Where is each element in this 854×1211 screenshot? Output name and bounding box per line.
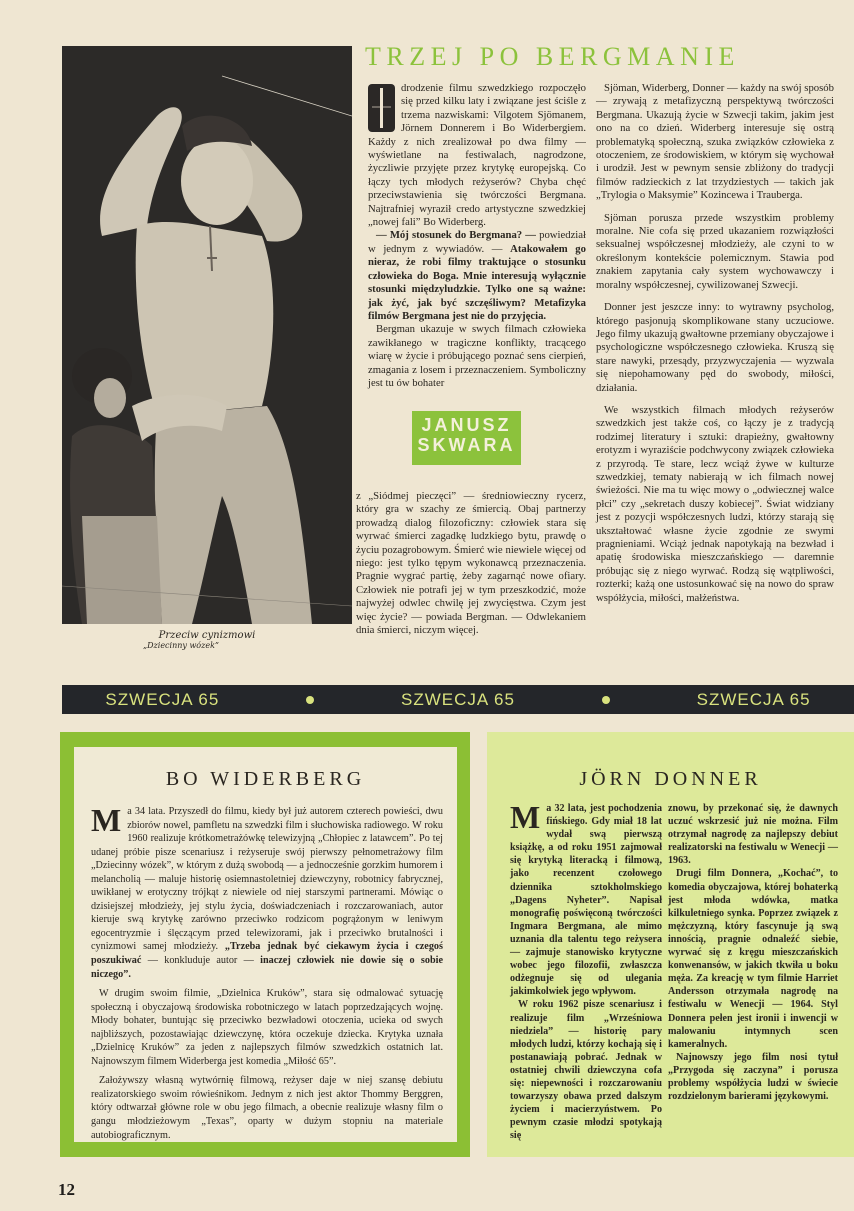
author-first-name: JANUSZ (421, 415, 512, 435)
quote-attribution: powiedział w jednym z wywiadów. — (368, 229, 586, 255)
dropcap-o (368, 84, 395, 132)
article-column-1 (368, 82, 586, 390)
article-column-1-continued (356, 490, 586, 637)
article-seventh-seal-paragraph: z „Siódmej pieczęci” — średniowieczny rycerz, który gra w szachy ze śmiercią. Obaj partnerzy prowadzą dialog filozoficzny: człowiek stara się wyrwać śmierci zagadkę ludzkiego bytu, prawdę o życiu pozagrobowym. Śmierć wie niewiele więcej od niego: jest tylko tępym wykonawcą przeznaczenia. Pragnie wygrać partię, żeby zagarnąć nowe ofiary. Człowiek nie potrafi jej w tym przeszkodzić, może najwyżej odwlec chwilę jej zwycięstwa. Czym jest więc życie? — powiada Bergman. — Odwlekaniem dnia śmierci, niczym więcej. (356, 490, 586, 637)
article-col2-paragraph-2: Sjöman porusza przede wszystkim problemy moralne. Nie cofa się przed ukazaniem rozwiązłości seksualnej współczesnej młodzieży, ale czyni to w określonym kontekście polemicznym. Stawia pod znakiem zapytania cały system wychowawczy i moralny współczesnej, cywilizowanej Szwecji. (596, 211, 834, 291)
bullet-dot-icon (602, 696, 610, 704)
widerberg-paragraph-3: Założywszy własną wytwórnię filmową, reżyser daje w niej szansę debiutu realizatorskiego swoim rówieśnikom. Jednym z nich jest aktor Thommy Berggren, który odtwarzał główne role w obu jego filmach, a obecnie realizuje własny film o gangu młodzieżowym „Texas”, oparty w dużym stopniu na materiale autobiograficznym. (91, 1075, 443, 1141)
photo-figures-illustration (62, 46, 352, 624)
author-last-name: SKWARA (417, 435, 516, 455)
article-col2-paragraph-4: We wszystkich filmach młodych reżyserów szwedzkich jest także coś, co łączy je z tradycją rodzimej literatury i sztuki: drapieżny, gwałtowny erotyzm i wyraziście podchwycony związek człowieka z przyrodą. Te stare, lecz wciąż żywe w kulturze szwedzkiej, tematy nabierają w ich filmach nowej świeżości. Nie ma tu więc mowy o „odwiecznej walce płci” czy „sekretach duszy kobiecej”. Świat widziany jest z pozycji współczesnych ludzi, którzy starają się ukształtować własne życie zgodnie ze swymi pragnieniami. Wciąż jednak napotykają na bezwład i apatię środowiska mieszczańskiego — daremnie próbując się z niego wyrwać. Rodzą się wątpliwości, rozterki; każą one ustosunkować się na nowo do spraw współżycia, miłości, małżeństwa. (596, 403, 834, 604)
widerberg-paragraph-1 (91, 802, 443, 981)
donner-p1-text: a 32 lata, jest pochodzenia fińskiego. Gdy miał 18 lat wydał swą pierwszą książkę, a od roku 1951 zajmował się krytyką literacką i filmową, jako recenzent czołowego dziennika sztokholmskiego „Dagens Nyheter”. Napisał monografię poświęconą twórczości Ingmara Bergmana, ale mimo uznania dla talentu tego reżysera — zajmuje stanowisko krytyczne wobec jego filozofii, zwłaszcza odżegnuje się od ulegania jakimkolwiek jego wpływom. (510, 803, 662, 998)
article-col2-paragraph-1: Sjöman, Widerberg, Donner — każdy na swój sposób — zrywają z metafizyczną perspektywą twórczości Bergmana. Ukazują życie w Szwecji takim, jakim jest ono na co dzień. Widerberg interesuje się ostrą problematyką społeczną, szuka związków człowieka z otoczeniem, ze środowiskiem, w którym się wychował i urodził. Jest w pewnym sensie zbliżony do tradycji filmów radzieckich z lat trzydziestych — takich jak „Trylogia o Maksymie” Kozincewa i Trauberga. (596, 82, 834, 202)
widerberg-p1-text: a 34 lata. Przyszedł do filmu, kiedy był już autorem czterech powieści, dwu zbiorów nowel, pamfletu na szwedzki film i słuchowiska radiowego. W roku 1960 realizuje krótkometrażówkę telewizyjną „Chłopiec z latawcem”. Po tej udanej próbie pisze scenariusz i reżyseruje swój pierwszy pełnometrażowy film „Dziecinny wózek”, w którym z dużą swobodą — a jednocześnie gorzkim humorem i melancholią — maluje historię osiemnastoletniej dziewczyny, robotnicy fabrycznej, uwikłanej w erotyczny trójkąt z niewiele od niej starszymi partnerami. Mówiąc o dzisiejszej młodzieży, jej stylu życia, doświadczeniach i rozczarowaniach, autor kieruje swą krytykę zarówno przeciwko rodzicom pogrążonym w leniwym egocentryzmie i ślęczącym przed telewizorami, jak i przeciwko brutalności i cynizmowi samej młodzieży. (91, 806, 443, 953)
widerberg-quote-a: „Trzeba jednak być ciekawym życia i czegoś poszukiwać (91, 941, 443, 967)
band-label-3: SZWECJA 65 (696, 689, 811, 709)
widerberg-quote-mid: — konkluduje autor — (141, 955, 261, 967)
section-band (62, 685, 854, 714)
donner-paragraph-4: Drugi film Donnera, „Kochać”, to komedia obyczajowa, której bohaterką jest młoda wdówka, matka kilkuletniego synka. Poprzez związek z mężczyzną, który fascynuje ją swą innością, pragnie odnaleźć siebie, wyrwać się z kręgu mieszczańskich konwenansów, w jakich tkwiła u boku męża. Za kreację w tym filmie Harriet Andersson otrzymała nagrodę na festiwalu w Wenecji — 1964. Styl Donnera pełen jest ironii i inwencji w malowaniu intymnych scen kameralnych. (668, 868, 838, 1050)
donner-paragraph-1 (510, 799, 662, 998)
widerberg-paragraph-2: W drugim swoim filmie, „Dzielnica Kruków”, stara się odmalować sytuację społeczną i obyczajową środowiska robotniczego w latach poprzedzających wojnę. Młody bohater, buntując się przeciwko bezwładowi otoczenia, ucieka od swych najbliższych, pozostawiając dziewczynę, która oczekuje dziecka. Krytyka uznała „Dzielnicę Kruków” za jeden z najlepszych filmów szwedzkich ostatnich lat. Najnowszym filmem Widerberga jest komedia „Miłość 65”. (91, 988, 443, 1067)
quote-lead: — Mój stosunek do Bergmana? — (376, 229, 536, 242)
photo-caption-line2: „Dziecinny wózek” (142, 641, 220, 650)
donner-column-a (510, 799, 662, 1142)
article-quote-paragraph (368, 229, 586, 323)
author-badge (412, 411, 521, 465)
bullet-dot-icon (306, 696, 314, 704)
donner-paragraph-2: W roku 1962 pisze scenariusz i realizuje film „Wrześniowa niedziela” — historię pary młodych ludzi, którzy kochają się i postanawiają pobrać. Jednak w ostatniej chwili dziewczyna cofa się: niepewności i rozczarowaniu towarzyszy obawa przed dalszym życiem i macierzyństwem. Po pewnym czasie młodzi spotykają się (510, 999, 662, 1142)
photo-caption-line1: Przeciw cynizmowi (158, 630, 256, 641)
widerberg-text (91, 802, 443, 1142)
article-intro-paragraph: drodzenie filmu szwedzkiego rozpoczęło się przed kilku laty i związane jest ściśle z trzema nazwiskami: Vilgotem Sjömanem, Jörnem Donnerem i Bo Widerbergiem. Każdy z nich zrealizował po dwa filmy — wyświetlane na festiwalach, nagrodzone, życzliwie przyjęte przez krytykę europejską. Co łączy tych młodych reżyserów? Chyba chęć przeciwstawienia się twórczości Bergmana. Najtrafniej wyraził credo artystyczne szwedzkiej „nowej fali” Bo Widerberg. (368, 82, 586, 229)
article-title: TRZEJ PO BERGMANIE (365, 42, 740, 71)
article-column-2 (596, 82, 834, 605)
article-photo (62, 46, 352, 624)
widerberg-quote-b: inaczej człowiek nie dowie się o sobie niczego”. (91, 955, 443, 980)
donner-title: JÖRN DONNER (579, 768, 762, 790)
band-label-2: SZWECJA 65 (401, 689, 515, 709)
article-bergman-paragraph: Bergman ukazuje w swych filmach człowieka zawikłanego w tragiczne konflikty, tracącego wiarę w życie i próbującego poznać sens cierpień, zmagania z losem i przeznaczeniem. Symboliczny jest tu ów bohater (368, 323, 586, 389)
dropcap-m: M (91, 802, 122, 838)
donner-paragraph-3: znowu, by przekonać się, że dawnych uczuć wskrzesić już nie można. Film otrzymał nagrodę za najlepszy debiut realizatorski na festiwalu w Wenecji — 1963. (668, 803, 838, 867)
dropcap-m: M (510, 799, 541, 835)
quote-body: Atakowałem go nieraz, że robi filmy traktujące o stosunku człowieka do Boga. Mnie interesują wyłącznie stosunki międzyludzkie. Tylko one są ważne: jak żyć, jak być szczęśliwym? Metafizyka filmów Bergmana jest nie do przyjęcia. (368, 242, 586, 322)
widerberg-title: BO WIDERBERG (165, 768, 366, 790)
donner-paragraph-5: Najnowszy jego film nosi tytuł „Przygoda się zaczyna” i porusza problemy współżycia ludzi w świecie rozdzielonym barierami językowymi. (668, 1051, 838, 1103)
photo-caption (62, 630, 352, 650)
article-col2-paragraph-3: Donner jest jeszcze inny: to wytrawny psycholog, którego pasjonują skomplikowane stany uczuciowe. Jego filmy ukazują gwałtowne przemiany obyczajowe i psychologiczne współczesnego człowieka. Kruszą się stare nawyki, przesądy, przyzwyczajenia — wyzwala się niepohamowany pęd do swobody, miłości, działania. (596, 301, 835, 394)
band-label-1: SZWECJA 65 (105, 689, 220, 709)
page-number: 12 (58, 1180, 75, 1199)
donner-column-b (668, 802, 838, 1103)
